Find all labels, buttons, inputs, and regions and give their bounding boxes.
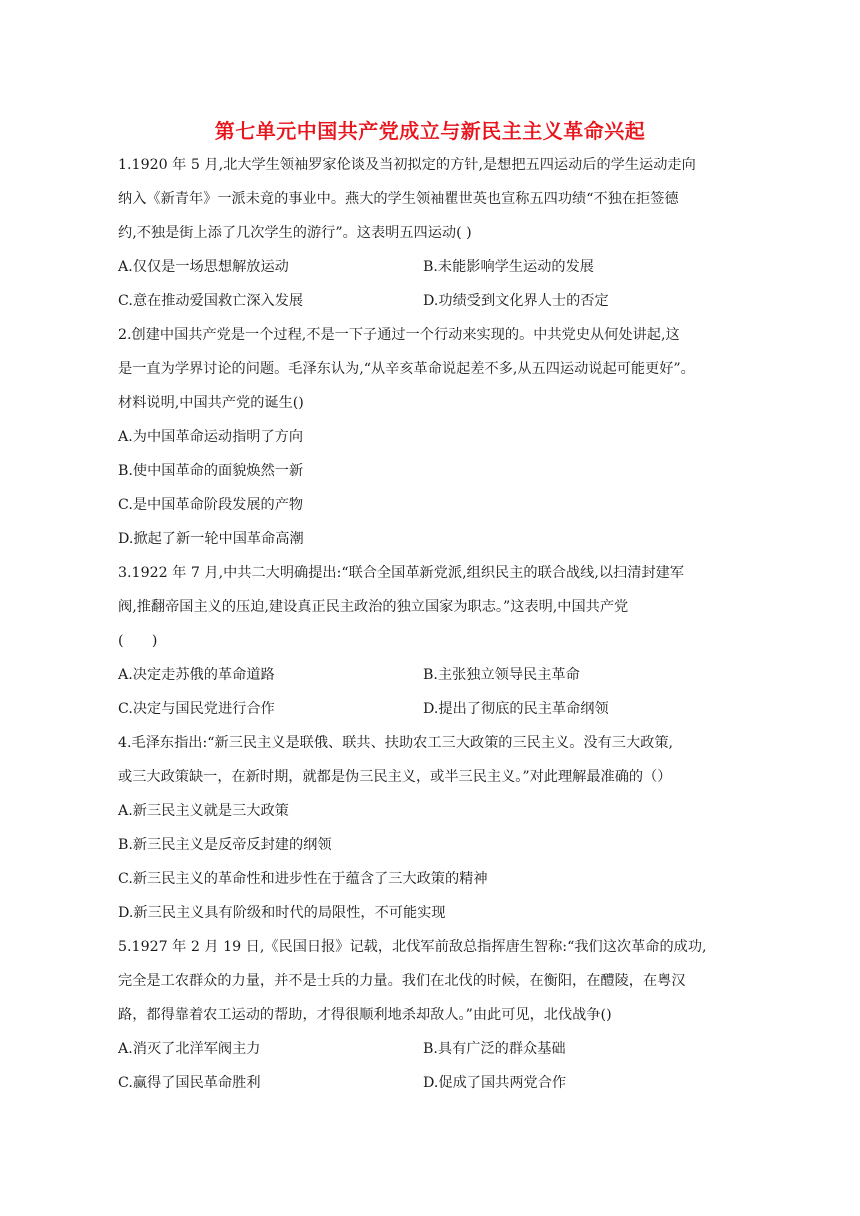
question-3-text-line: ( ) [118, 633, 158, 649]
question-4-option-a: A.新三民主义就是三大政策 [118, 803, 289, 819]
question-1-option-a: A.仅仅是一场思想解放运动 [118, 259, 289, 275]
question-3-option-d: D.提出了彻底的民主革命纲领 [423, 701, 609, 717]
question-4-text-line: 或三大政策缺一，在新时期，就都是伪三民主义，或半三民主义。”对此理解最准确的（） [118, 769, 672, 785]
question-5-option-c: C.赢得了国民革命胜利 [118, 1075, 261, 1091]
question-1-option-d: D.功绩受到文化界人士的否定 [423, 293, 609, 309]
question-1-text-line: 纳入《新青年》一派未竟的事业中。燕大的学生领袖瞿世英也宣称五四功绩“不独在拒签德 [118, 191, 679, 207]
question-5-text-line: 完全是工农群众的力量，并不是士兵的力量。我们在北伐的时候，在衡阳，在醴陵，在粤汉 [118, 973, 686, 989]
question-3-text-line: 3.1922 年 7 月,中共二大明确提出:“联合全国革新党派,组织民主的联合战线,以扫清封建军 [118, 565, 684, 581]
question-5-text-line: 路，都得靠着农工运动的帮助，才得很顺利地杀却敌人。”由此可见，北伐战争() [118, 1007, 612, 1023]
question-3-option-a: A.决定走苏俄的革命道路 [118, 667, 275, 683]
question-2-option-d: D.掀起了新一轮中国革命高潮 [118, 531, 304, 547]
question-2-text-line: 2.创建中国共产党是一个过程,不是一下子通过一个行动来实现的。中共党史从何处讲起,这 [118, 327, 680, 343]
question-3-option-b: B.主张独立领导民主革命 [423, 667, 580, 683]
question-5-option-a: A.消灭了北洋军阀主力 [118, 1041, 261, 1057]
question-2-text-line: 材料说明,中国共产党的诞生() [118, 395, 304, 411]
question-4-text-line: 4.毛泽东指出:“新三民主义是联俄、联共、扶助农工三大政策的三民主义。没有三大政策, [118, 735, 674, 751]
question-2-option-c: C.是中国革命阶段发展的产物 [118, 497, 304, 513]
question-1-option-b: B.未能影响学生运动的发展 [423, 259, 594, 275]
question-3-text-line: 阀,推翻帝国主义的压迫,建设真正民主政治的独立国家为职志。”这表明,中国共产党 [118, 599, 629, 615]
question-2-option-a: A.为中国革命运动指明了方向 [118, 429, 304, 445]
question-3-option-c: C.决定与国民党进行合作 [118, 701, 275, 717]
question-1-text-line: 1.1920 年 5 月,北大学生领袖罗家伦谈及当初拟定的方针,是想把五四运动后的学生运动走向 [118, 157, 696, 173]
page-title: 第七单元中国共产党成立与新民主主义革命兴起 [214, 119, 646, 143]
question-4-option-b: B.新三民主义是反帝反封建的纲领 [118, 837, 332, 853]
question-1-text-line: 约,不独是街上添了几次学生的游行”。这表明五四运动( ) [118, 225, 472, 241]
question-5-text-line: 5.1927 年 2 月 19 日,《民国日报》记载，北伐军前敌总指挥唐生智称:“我们这次革命的成功, [118, 939, 707, 955]
question-1-option-c: C.意在推动爱国救亡深入发展 [118, 293, 304, 309]
question-5-option-b: B.具有广泛的群众基础 [423, 1041, 566, 1057]
question-5-option-d: D.促成了国共两党合作 [423, 1075, 567, 1091]
question-2-text-line: 是一直为学界讨论的问题。毛泽东认为,“从辛亥革命说起差不多,从五四运动说起可能更好”。 [118, 361, 695, 377]
question-4-option-c: C.新三民主义的革命性和进步性在于蕴含了三大政策的精神 [118, 871, 488, 887]
question-4-option-d: D.新三民主义具有阶级和时代的局限性，不可能实现 [118, 905, 446, 921]
question-2-option-b: B.使中国革命的面貌焕然一新 [118, 463, 304, 479]
